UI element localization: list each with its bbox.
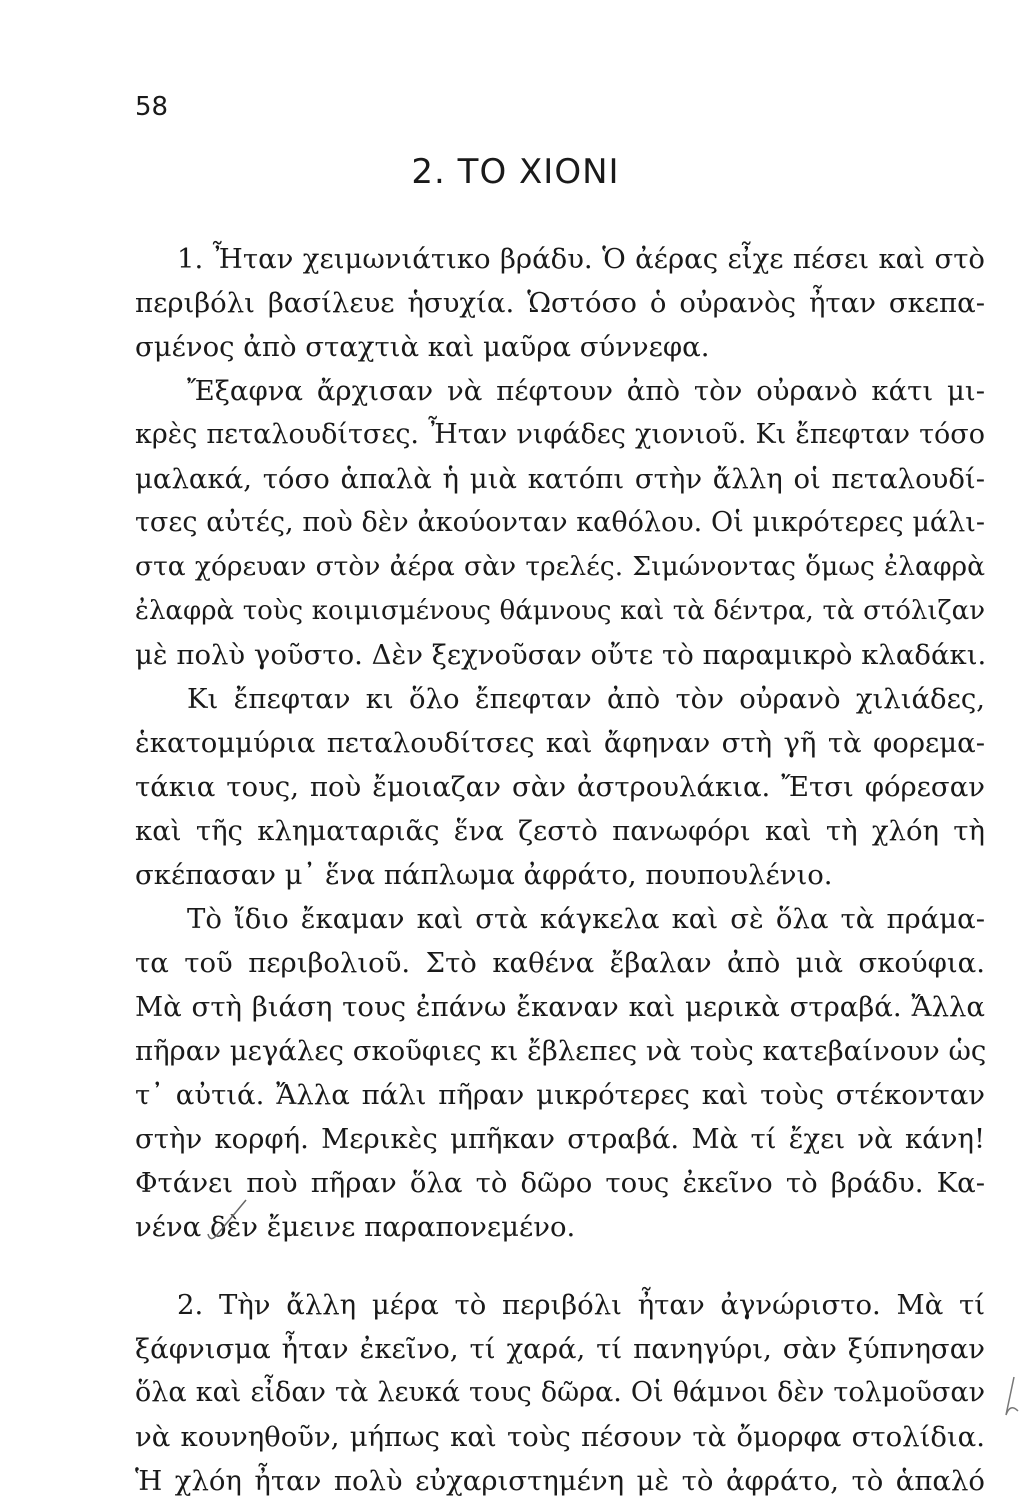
text-line: ἐλαφρὰ τοὺς κοιμισμένους θάμνους καὶ τὰ δέντρα, τὰ στόλιζαν [135,596,985,626]
text-line: περιβόλι βασίλευε ἡσυχία. Ὡστόσο ὁ οὐρανὸς ἦταν σκεπα- [135,287,985,319]
pencil-stroke-mark [188,1198,248,1248]
text-line: σμένος ἀπὸ σταχτιὰ καὶ μαῦρα σύννεφα. [135,331,710,363]
text-line: τσες αὐτές, ποὺ δὲν ἀκούονταν καθόλου. Οἱ μικρότερες μάλι- [135,507,985,538]
text-line: στα χόρευαν στὸν ἀέρα σὰν τρελές. Σιμώνοντας ὅμως ἐλαφρὰ [135,551,985,582]
text-line: σκέπασαν μ᾿ ἕνα πάπλωμα ἀφράτο, πουπουλένιο. [135,859,833,891]
chapter-title: 2. ΤΟ ΧΙΟΝΙ [411,152,620,192]
page-number: 58 [135,92,169,122]
text-line: Φτάνει ποὺ πῆραν ὅλα τὸ δῶρο τους ἐκεῖνο τὸ βράδυ. Κα- [135,1167,985,1199]
text-line: μὲ πολὺ γοῦστο. Δὲν ξεχνοῦσαν οὔτε τὸ παραμικρὸ κλαδάκι. [135,639,987,671]
text-line: Μὰ στὴ βιάση τους ἐπάνω ἔκαναν καὶ μερικὰ στραβά. Ἄλλα [135,991,985,1023]
text-line: πῆραν μεγάλες σκοῦφιες κι ἔβλεπες νὰ τοὺς κατεβαίνουν ὡς [135,1035,987,1067]
text-line: τα τοῦ περιβολιοῦ. Στὸ καθένα ἔβαλαν ἀπὸ μιὰ σκούφια. [135,947,985,979]
text-line: Ἔξαφνα ἄρχισαν νὰ πέφτουν ἀπὸ τὸν οὐρανὸ κάτι μι- [187,375,985,407]
text-line: 2. Τὴν ἄλλη μέρα τὸ περιβόλι ἦταν ἀγνώριστο. Μὰ τί [177,1289,985,1321]
text-line: στὴν κορφή. Μερικὲς μπῆκαν στραβά. Μὰ τί ἔχει νὰ κάνη! [135,1123,985,1155]
text-line: καὶ τῆς κληματαριᾶς ἕνα ζεστὸ πανωφόρι καὶ τὴ χλόη τὴ [135,815,985,847]
text-line: Τὸ ἴδιο ἔκαμαν καὶ στὰ κάγκελα καὶ σὲ ὅλα τὰ πράμα- [187,903,985,935]
pencil-margin-mark [1000,1375,1022,1421]
text-line: Ἡ χλόη ἦταν πολὺ εὐχαριστημένη μὲ τὸ ἀφράτο, τὸ ἁπαλό [135,1465,985,1497]
text-line: κρὲς πεταλουδίτσες. Ἦταν νιφάδες χιονιοῦ. Κι ἔπεφταν τόσο [135,419,985,450]
text-line: νὰ κουνηθοῦν, μήπως καὶ τοὺς πέσουν τὰ ὄμορφα στολίδια. [135,1421,985,1453]
text-line: τ᾿ αὐτιά. Ἄλλα πάλι πῆραν μικρότερες καὶ τοὺς στέκονταν [135,1079,985,1111]
text-line: 1. Ἦταν χειμωνιάτικο βράδυ. Ὁ ἀέρας εἶχε πέσει καὶ στὸ [177,243,985,275]
text-line: μαλακά, τόσο ἁπαλὰ ἡ μιὰ κατόπι στὴν ἄλλη οἱ πεταλουδί- [135,463,985,495]
text-line: ξάφνισμα ἦταν ἐκεῖνο, τί χαρά, τί πανηγύρι, σὰν ξύπνησαν [135,1333,985,1365]
text-line: Κι ἔπεφταν κι ὅλο ἔπεφταν ἀπὸ τὸν οὐρανὸ χιλιάδες, [187,683,985,715]
text-line: νένα δὲν ἔμεινε παραπονεμένο. [135,1211,576,1243]
text-line: ἑκατομμύρια πεταλουδίτσες καὶ ἄφηναν στὴ γῆ τὰ φορεμα- [135,727,985,759]
text-line: τάκια τους, ποὺ ἔμοιαζαν σὰν ἀστρουλάκια. Ἔτσι φόρεσαν [135,771,985,803]
text-line: ὅλα καὶ εἶδαν τὰ λευκά τους δῶρα. Οἱ θάμνοι δὲν τολμοῦσαν [135,1377,985,1408]
